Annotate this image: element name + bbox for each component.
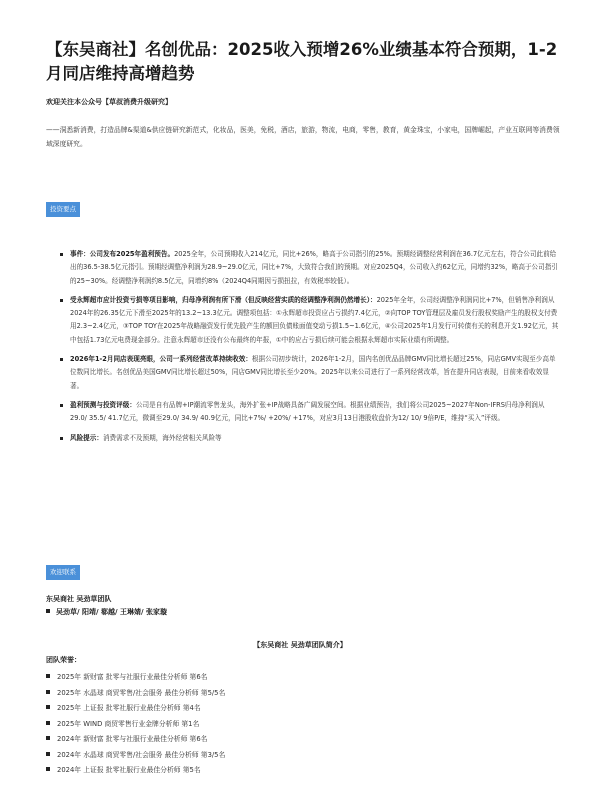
bullet-body: 公司是自有品牌+IP潮流零售龙头，海外扩张+IP战略具备广阔发展空间。根据业绩预告，我们将公司2025~2027年Non-IFRS归母净利润从29.0/ 35.5/ 41.7亿元，微调至29.0/ 34.9/ 40.9亿元，同比+7%/ +20%/ +17%，对应3月13日港股收盘价为12/ 10/ 9倍P/E，维持“买入”评级。: [70, 400, 545, 423]
award-text: 2024年 水晶球 商贸零售/社会服务 最佳分析师 第3/5名: [57, 750, 226, 759]
bullet-icon: [60, 299, 63, 302]
list-item: [58, 248, 561, 288]
team-intro-title: 【东吴商社 吴劲草团队简介】: [253, 641, 347, 649]
square-bullet-icon: [46, 674, 50, 678]
award-text: 2025年 WIND 商贸零售行业金牌分析师 第1名: [57, 719, 200, 728]
awards-list: [46, 670, 225, 779]
list-item: [58, 432, 561, 445]
award-text: 2025年 水晶球 商贸零售/社会服务 最佳分析师 第5/5名: [57, 688, 226, 697]
team-members: [46, 607, 167, 617]
section-tag-contact: 欢迎联系: [46, 565, 80, 580]
honor-label: 团队荣誉：: [46, 656, 81, 664]
members-text: 吴劲草/ 阳靖/ 郗越/ 王琳婧/ 张家璇: [56, 608, 167, 616]
list-item: [46, 732, 225, 748]
square-bullet-icon: [46, 721, 50, 725]
square-bullet-icon: [46, 752, 50, 756]
award-text: 2024年 上证报 批零社服行业最佳分析师 第5名: [57, 766, 201, 774]
list-item: [58, 294, 561, 347]
intro-paragraph: ——洞悉新消费，打造品牌&渠道&供应链研究新范式，化妆品，医美，免税，酒店，旅游，物流，电商，零售，教育，黄金珠宝，小家电，国牌崛起，产业互联网等消费领域深度研究。: [46, 126, 560, 148]
bullet-icon: [60, 253, 63, 256]
award-text: 2025年 新财富 批零与社服行业最佳分析师 第6名: [57, 673, 208, 681]
bullet-icon: [60, 437, 63, 440]
bullet-lead: 盈利预测与投资评级：: [70, 400, 136, 409]
list-item: [58, 399, 561, 426]
section-tag-invest: 投资要点: [46, 202, 80, 217]
follow-notice: 欢迎关注本公众号【草叔消费升级研究】: [46, 98, 172, 106]
square-bullet-icon: [46, 609, 50, 613]
list-item: [58, 353, 561, 393]
bullet-body: 根据公司初步统计，2026年1-2月，国内名创优品品牌GMV同比增长超过25%，同店GMV实现至少高单位数同比增长。名创优品美国GMV同比增长超过50%，同店GMV同比增长至少20%。2025年以来公司进行了一系列经营改革，旨在提升同店表现，目前来看收效显著。: [70, 355, 556, 390]
team-group-name: 东吴商社 吴劲草团队: [46, 595, 112, 603]
bullet-lead: 受永辉超市应计投资亏损等项目影响，归母净利润有所下滑（但反映经营实质的经调整净利润仍然增长）：: [70, 295, 377, 304]
bullet-lead: 风险提示：: [70, 433, 103, 442]
bullet-icon: [60, 358, 63, 361]
bullet-icon: [60, 404, 63, 407]
list-item: [46, 717, 225, 733]
square-bullet-icon: [46, 736, 50, 740]
bullet-body: 2025年全年，公司经调整净利润同比+7%，但销售净利润从2024年的26.35亿元下滑至2025年的13.2~13.3亿元。调整项包括：①永辉超市投资应占亏损约7.4亿元，②向TOP TOY管理层及雇员发行股权奖励产生的股权支付费用2.3~2.4亿元，③TOP TOY在2025年战略融资发行优先股产生的额回负债账面值变动亏损1.5~1.6亿元，④公司2025年1月发行可转债有关的利息开支1.92亿元，其中包括1.73亿元电费现金部分。注意永辉超市还没有公布最终的年报，①中的应占亏损后续可能会根据永辉超市实际业绩有所调整。: [70, 295, 559, 344]
investment-points-list: [58, 248, 561, 451]
list-item: [46, 670, 225, 686]
list-item: [46, 701, 225, 717]
list-item: [46, 686, 225, 702]
list-item: [46, 748, 225, 764]
article-title: 【东吴商社】名创优品：2025收入预增26%业绩基本符合预期，1-2月同店维持高增趋势: [46, 40, 558, 83]
square-bullet-icon: [46, 767, 50, 771]
bullet-body: 消费需求不及预期，海外经营相关风险等: [102, 433, 222, 442]
bullet-lead: 2026年1-2月同店表现亮眼，公司一系列经营改革持续收效：: [70, 355, 252, 364]
square-bullet-icon: [46, 690, 50, 694]
award-text: 2024年 新财富 批零与社服行业最佳分析师 第6名: [57, 735, 208, 743]
list-item: [46, 763, 225, 779]
square-bullet-icon: [46, 705, 50, 709]
bullet-body: 2025全年，公司预期收入214亿元，同比+26%，略高于公司指引的25%。预期经调整经营利润在36.7亿元左右，符合公司此前给出的36.5-38.5亿元指引。预期经调整净利润为28.9~29.0亿元，同比+7%，大致符合我们的预期。对应2025Q4，公司收入约62亿元，同增约32%，略高于公司指引的25~30%。经调整净利润约8.5亿元，同增约8%（2024Q4同期因亏损扭拉，有效税率较低）。: [70, 250, 558, 285]
award-text: 2025年 上证报 批零社服行业最佳分析师 第4名: [57, 704, 201, 712]
bullet-lead: 事件：公司发布2025年盈利预告。: [70, 250, 175, 258]
